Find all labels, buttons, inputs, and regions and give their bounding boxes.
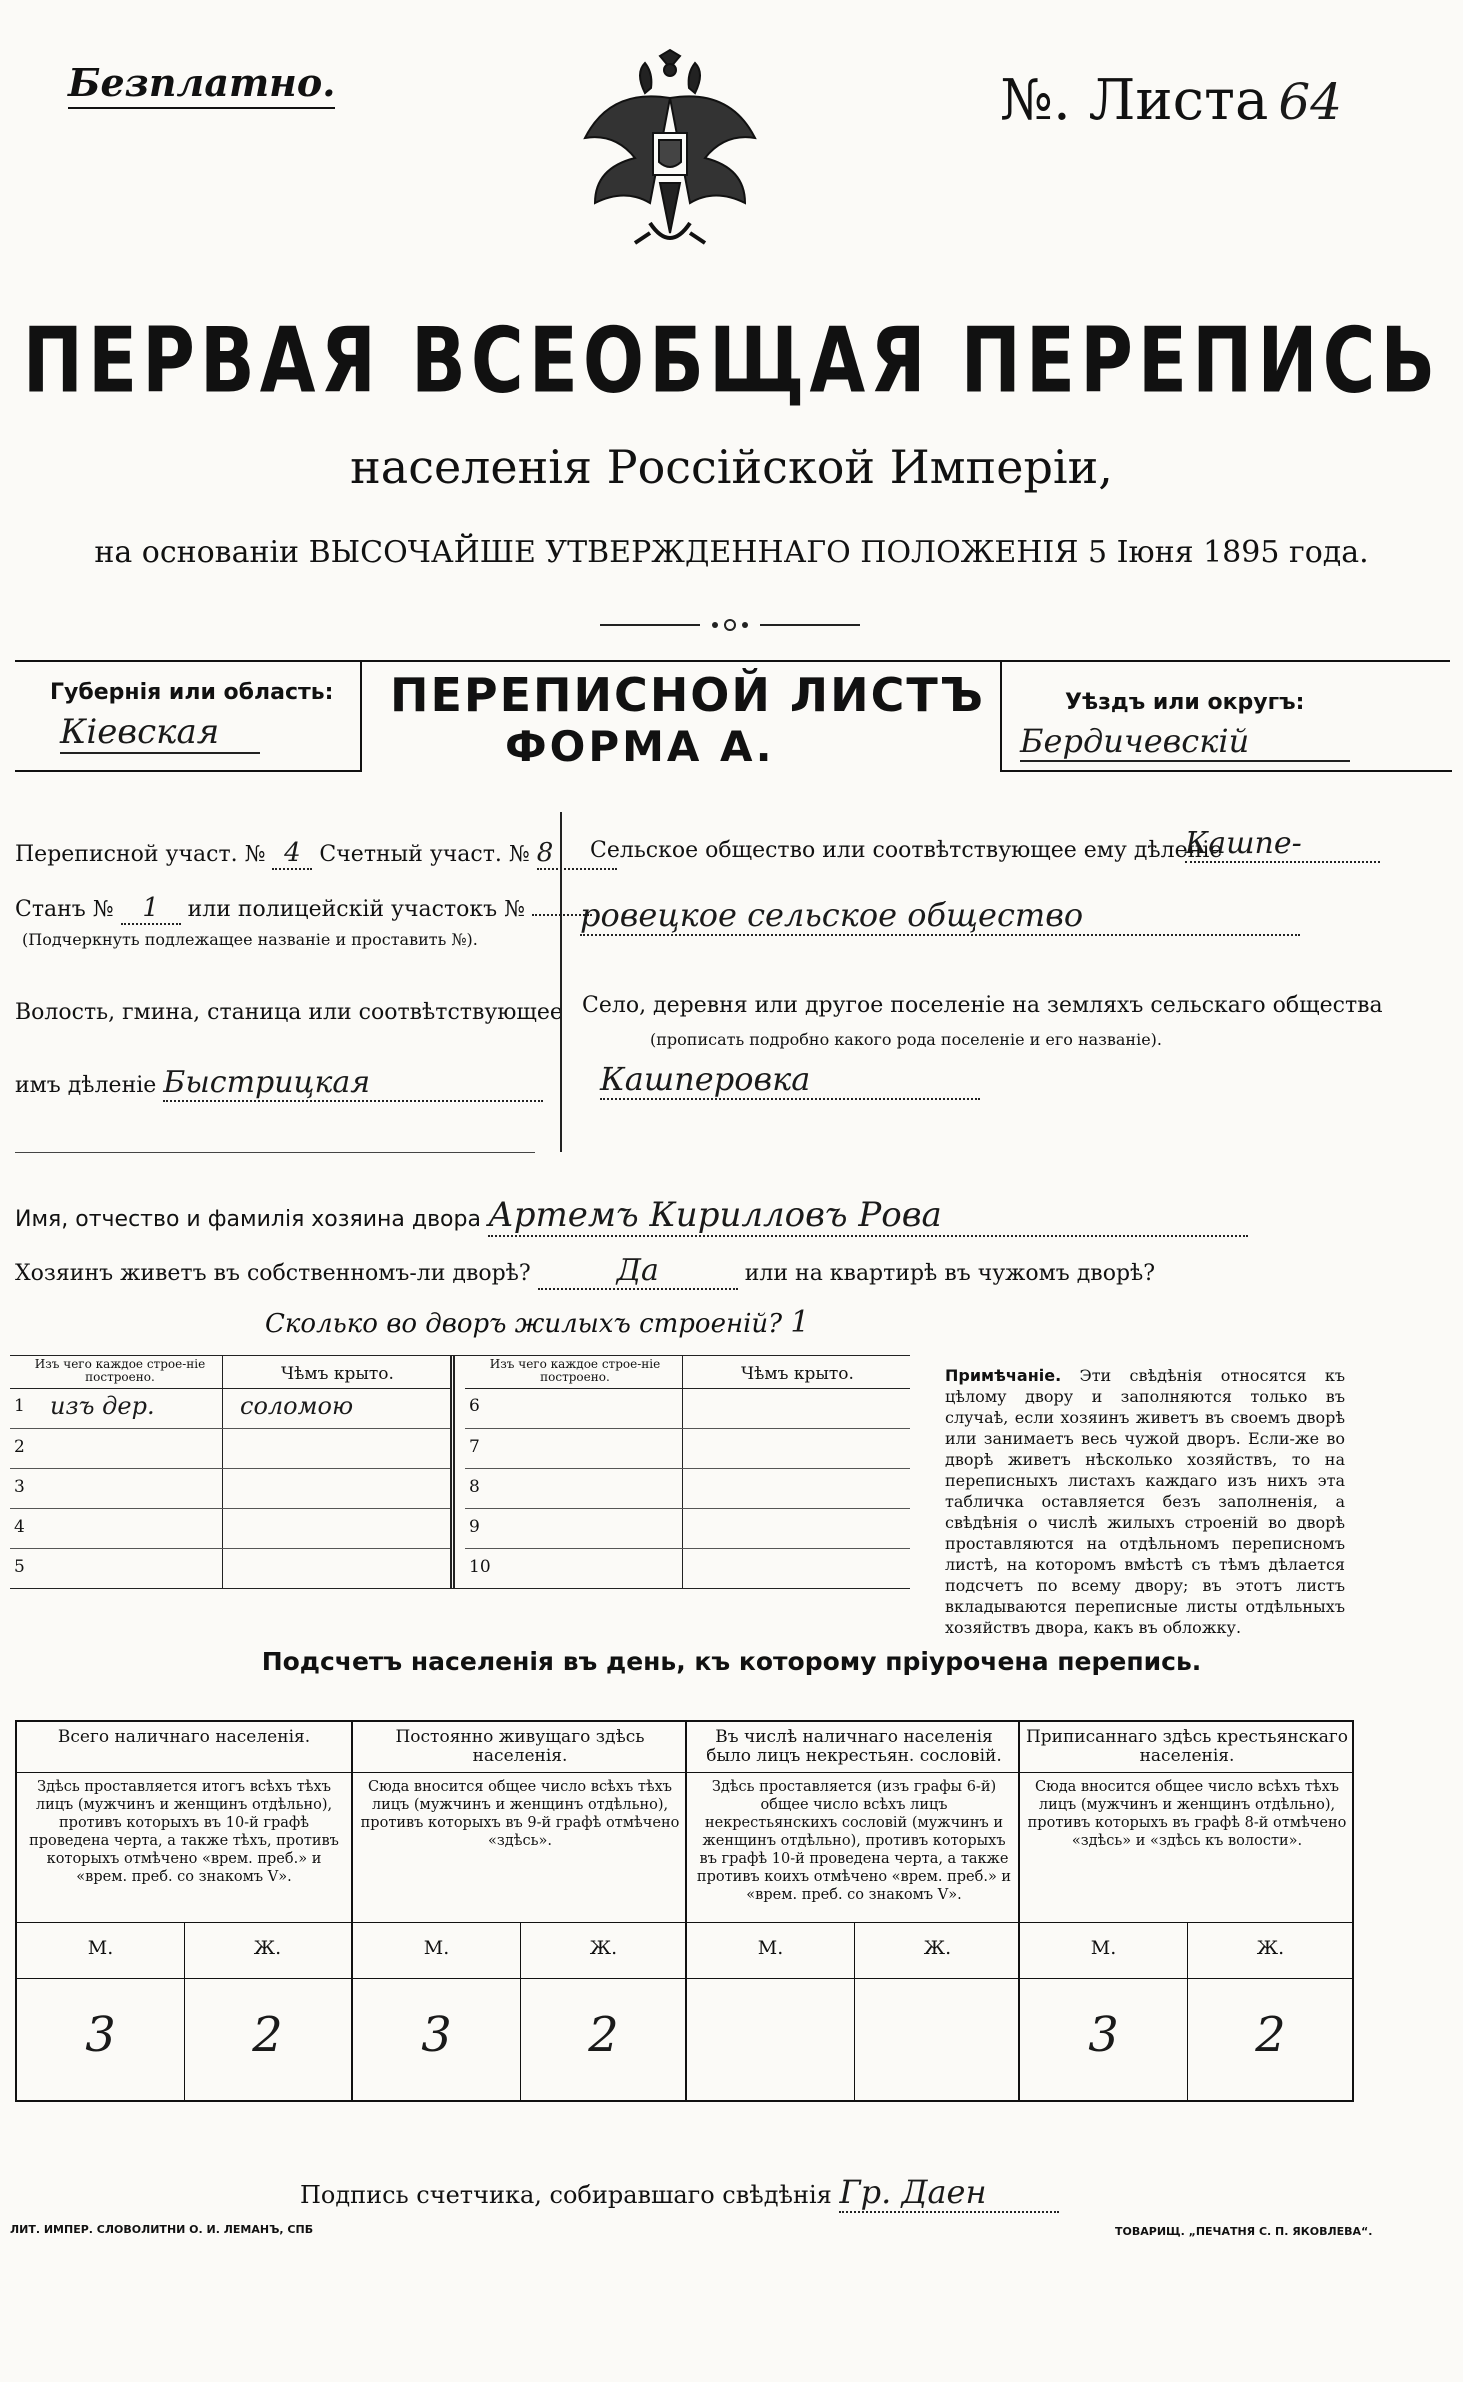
row-number: 5 [14,1557,25,1577]
stan-label: Станъ № [15,897,114,922]
col-material-header-2: Изъ чего каждое строе-ніе построено. [489,1357,661,1384]
male-label: М. [423,1937,450,1959]
signature-value: Гр. Даен [839,2173,1059,2213]
table-row [10,1388,450,1428]
male-label: М. [87,1937,114,1959]
row-material: изъ дер. [50,1392,155,1420]
table-row [465,1508,910,1549]
sheet-number-field [1000,68,1342,133]
row-number: 9 [469,1517,480,1537]
female-count: 2 [252,2007,283,2063]
volost-field [15,1065,543,1102]
police-note: (Подчеркнуть подлежащее названіе и проставить №). [22,930,478,949]
signature-label: Подпись счетчика, собиравшаго свѣдѣнія [300,2181,832,2209]
count-column-head: Всего наличнаго населенія. [57,1727,311,1747]
free-label: Безплатно. [68,60,335,109]
page-subtitle: населенія Россійской Имперіи, [350,440,1113,494]
rule-after-blocks [15,1152,535,1153]
page-subtitle-regulation: на основаніи ВЫСОЧАЙШЕ УТВЕРЖДЕННАГО ПОЛОЖЕНІЯ 5 Іюня 1895 года. [94,535,1369,570]
female-label: Ж. [589,1937,618,1959]
female-label: Ж. [923,1937,952,1959]
sheet-title: ПЕРЕПИСНОЙ ЛИСТЪ [390,668,985,722]
stan-field [15,893,592,925]
volost-value: Быстрицкая [163,1065,543,1102]
count-head-divider [353,1772,687,1773]
count-column-desc: Здѣсь проставляется итогъ всѣхъ тѣхъ лицъ (мужчинъ и женщинъ отдѣльно), противъ которыхъ въ 10-й графѣ проведена черта, а также тѣхъ, противъ которыхъ отмѣчено «врем. преб.» и «врем. преб. со знакомъ V». [29,1779,339,1885]
block-divider [560,812,562,1152]
col-roof-header: Чѣмъ крыто. [281,1364,394,1384]
row-number: 4 [14,1517,25,1537]
note-block [945,1365,1345,1638]
buildings-value: 1 [790,1305,810,1340]
table-row [10,1468,450,1509]
signature-field [300,2173,1059,2213]
row-number: 3 [14,1477,25,1497]
society-label: Сельское общество или соотвѣтствующее ему дѣленіе [590,838,1223,863]
female-count: 2 [588,2007,619,2063]
double-headed-eagle-icon [575,48,765,268]
count-district-value: 8 [537,838,617,870]
female-label: Ж. [1256,1937,1285,1959]
count-column [17,1722,351,2100]
district-value: Бердичевскій [1020,722,1350,762]
owner-own-label-2: или на квартирѣ въ чужомъ дворѣ? [744,1261,1156,1286]
count-column-head: Въ числѣ наличнаго населенія было лицъ некрестьян. сословій. [706,1727,1002,1766]
page-title: ПЕРВАЯ ВСЕОБЩАЯ ПЕРЕПИСЬ [22,307,1441,413]
row-number: 7 [469,1437,480,1457]
col-material-header: Изъ чего каждое строе-ніе построено. [34,1357,206,1384]
male-label: М. [1090,1937,1117,1959]
count-column [685,1722,1021,2100]
police-label: или полицейскій участокъ № [187,897,525,922]
count-column-desc: Сюда вносится общее число всѣхъ тѣхъ лицъ (мужчинъ и женщинъ отдѣльно), противъ которыхъ въ графѣ 8-й отмѣчено «здѣсь» и «здѣсь къ волости». [1027,1779,1347,1849]
sheet-number-value: 64 [1278,73,1343,131]
buildings-label: Сколько во дворъ жилыхъ строеній? [265,1309,783,1339]
male-count: 3 [421,2007,452,2063]
census-district-label: Переписной участ. № [15,842,266,867]
female-count: 2 [1255,2007,1286,2063]
sheet-number-label: №. Листа [1000,68,1269,133]
table-row [465,1468,910,1509]
owner-own-field [15,1253,1155,1290]
form-title: ФОРМА А. [505,722,775,771]
count-table [15,1720,1354,2102]
count-column-head: Постоянно живущаго здѣсь населенія. [395,1727,645,1766]
count-column-desc: Здѣсь проставляется (изъ графы 6-й) общее число всѣхъ лицъ некрестьянскихъ сословій (мужчинъ и женщинъ отдѣльно), противъ которыхъ въ графѣ 10-й проведена черта, а также противъ коихъ отмѣчено «врем. преб.» и «врем. преб. со знакомъ V». [696,1779,1012,1903]
volost-label: Волость, гмина, станица или соотвѣтствующее [15,1000,563,1025]
table-row [10,1548,450,1589]
society-value-2: ровецкое сельское общество [580,896,1300,936]
count-head-divider [17,1772,351,1773]
row-number: 6 [469,1396,480,1416]
buildings-table-left [10,1356,450,1588]
village-note: (прописать подробно какого рода поселеніе и его названіе). [650,1030,1162,1049]
row-roof: соломою [240,1392,354,1420]
table-row [465,1428,910,1469]
district-label: Уѣздъ или округъ: [1065,690,1305,715]
table-row [10,1428,450,1469]
note-text: Эти свѣдѣнія относятся къ цѣлому двору и заполняются только въ случаѣ, если хозяинъ живетъ въ своемъ дворѣ или занимаетъ весь чужой дворъ. Если-же во дворѣ живетъ нѣсколько хозяйствъ, то на переписныхъ листахъ каждаго изъ нихъ эта табличка оставляется безъ заполненія, а свѣдѣнія о числѣ жилыхъ строеній во дворѣ проставляются на отдѣльномъ переписномъ листѣ, на которомъ вмѣстѣ съ тѣмъ дѣлается подсчетъ по всему двору; въ этотъ листъ вкладываются переписные листы отдѣльныхъ хозяйствъ двора, какъ въ обложку. [945,1366,1345,1637]
count-column [1018,1722,1354,2100]
table-row [465,1548,910,1589]
buildings-field [265,1305,809,1340]
count-head-divider [1020,1772,1354,1773]
owner-own-value: Да [538,1253,738,1290]
count-column [351,1722,687,2100]
buildings-table-right [465,1356,910,1588]
male-count: 3 [85,2007,116,2063]
owner-name-field [15,1195,1248,1237]
province-label: Губернія или область: [50,680,334,705]
count-head-divider [687,1772,1021,1773]
row-number: 10 [469,1557,491,1577]
volost-label-2: имъ дѣленіе [15,1073,157,1098]
census-district-field [15,838,617,870]
owner-name-value: Артемъ Кирилловъ Рова [488,1195,1248,1237]
count-district-label: Счетный участ. № [319,842,530,867]
col-roof-header-2: Чѣмъ крыто. [741,1364,854,1384]
buildings-table [10,1355,910,1589]
buildings-table-double-divider [450,1356,455,1588]
note-title: Примѣчаніе. [945,1366,1062,1385]
table-row [10,1508,450,1549]
owner-own-label: Хозяинъ живетъ въ собственномъ-ли дворѣ? [15,1261,531,1286]
printer-left: ЛИТ. ИМПЕР. СЛОВОЛИТНИ О. И. ЛЕМАНЪ, СПБ [10,2223,314,2236]
ornament-divider [600,618,860,632]
province-value: Кіевская [60,712,260,754]
male-count: 3 [1088,2007,1119,2063]
row-number: 1 [14,1396,25,1416]
stan-value: 1 [121,893,181,925]
table-row [465,1388,910,1428]
male-label: М. [757,1937,784,1959]
printer-right: ТОВАРИЩ. „ПЕЧАТНЯ С. П. ЯКОВЛЕВА“. [1115,2225,1373,2238]
village-value: Кашперовка [600,1060,980,1100]
village-label: Село, деревня или другое поселеніе на земляхъ сельскаго общества [582,993,1383,1018]
count-column-head: Приписаннаго здѣсь крестьянскаго населенія. [1025,1727,1349,1766]
owner-name-label: Имя, отчество и фамилія хозяина двора [15,1207,481,1232]
row-number: 8 [469,1477,480,1497]
row-number: 2 [14,1437,25,1457]
count-column-desc: Сюда вносится общее число всѣхъ тѣхъ лицъ (мужчинъ и женщинъ отдѣльно), противъ которыхъ въ 9-й графѣ отмѣчено «здѣсь». [360,1779,680,1849]
female-label: Ж. [253,1937,282,1959]
count-title: Подсчетъ населенія въ день, къ которому пріурочена перепись. [261,1647,1202,1676]
society-value-1: Кашпе- [1185,826,1380,863]
census-district-value: 4 [272,838,312,870]
